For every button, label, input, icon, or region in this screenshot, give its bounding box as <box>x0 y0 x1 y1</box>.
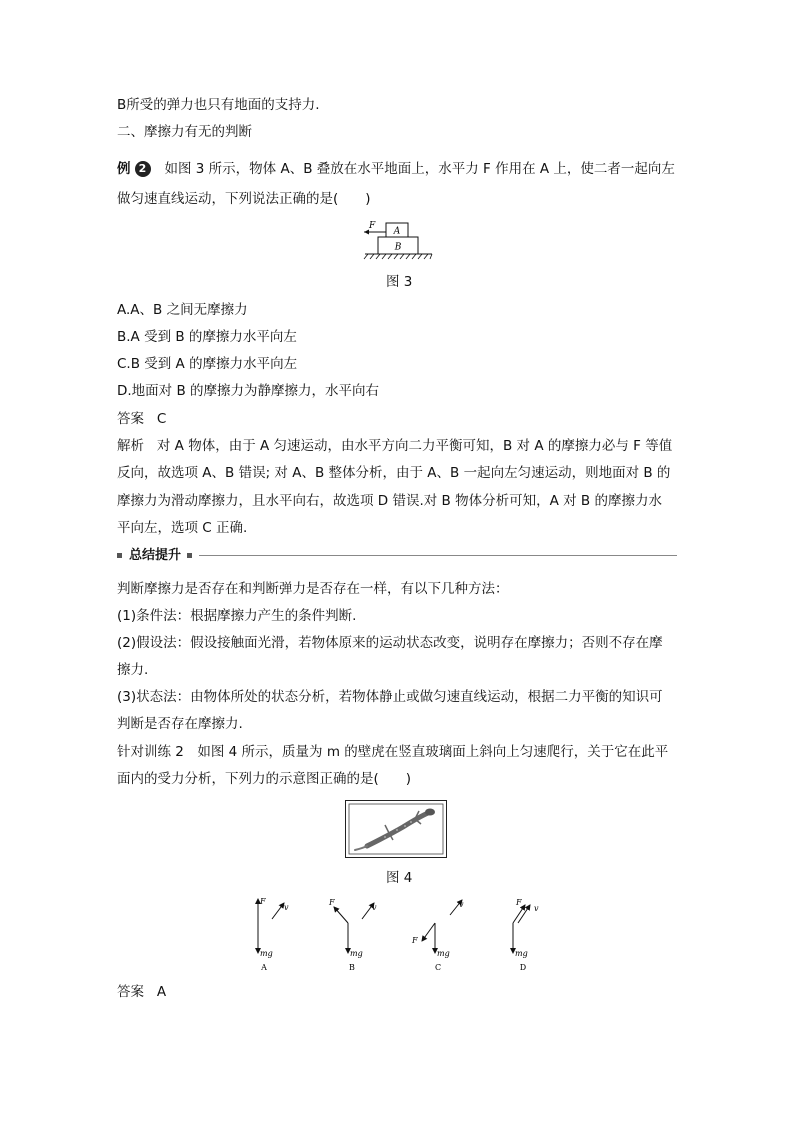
velocity-label: v <box>459 900 464 909</box>
figure-3-blocks <box>360 218 440 268</box>
block-b-label: B <box>394 242 402 253</box>
example-question-text: 如图 3 所示，物体 A、B 叠放在水平地面上，水平力 F 作用在 A 上，使二者一起向左 <box>164 161 675 177</box>
option-c: C.B 受到 A 的摩擦力水平向左 <box>117 356 298 372</box>
answer-value: C <box>156 411 167 427</box>
training-line: 针对训练 2 如图 4 所示，质量为 m 的壁虎在竖直玻璃面上斜向上匀速爬行，关于它在此平 <box>117 744 669 760</box>
analysis-text: 对 A 物体，由于 A 匀速运动，由水平方向二力平衡可知，B 对 A 的摩擦力必与 F 等值 <box>156 438 673 454</box>
summary-line: (2)假设法：假设接触面光滑，若物体原来的运动状态改变，说明存在摩擦力；否则不存在摩 <box>117 635 663 651</box>
analysis-line <box>117 437 672 455</box>
option-d: D.地面对 B 的摩擦力为静摩擦力，水平向右 <box>117 383 380 399</box>
option-letter: B <box>349 963 355 972</box>
option-b: B.A 受到 B 的摩擦力水平向左 <box>117 329 297 345</box>
diagram-option-a <box>258 897 289 972</box>
divider <box>199 555 677 556</box>
training-line: 面内的受力分析，下列力的示意图正确的是( ) <box>117 771 412 787</box>
option-letter: D <box>519 963 527 972</box>
analysis-line: 反向，故选项 A、B 错误; 对 A、B 整体分析，由于 A、B 一起向左匀速运动，则地面对 B 的 <box>117 465 671 481</box>
summary-line: 判断是否存在摩擦力. <box>117 716 243 732</box>
summary-title: 总结提升 <box>129 548 182 563</box>
summary-line: 判断摩擦力是否存在和判断弹力是否存在一样，有以下几种方法： <box>117 581 509 597</box>
weight-label: mg <box>515 949 528 958</box>
weight-label: mg <box>260 949 273 958</box>
diagram-option-d <box>513 898 539 972</box>
text-line: B所受的弹力也只有地面的支持力. <box>117 97 320 113</box>
force-f-label: F <box>260 897 266 906</box>
velocity-label: v <box>534 904 539 913</box>
velocity-label: v <box>372 903 377 912</box>
bullet-square-icon <box>187 553 192 558</box>
force-label: F <box>369 221 376 231</box>
weight-label: mg <box>437 949 450 958</box>
summary-line: (1)条件法：根据摩擦力产生的条件判断. <box>117 608 357 624</box>
analysis-line: 平向左，选项 C 正确. <box>117 520 248 536</box>
answer-line <box>117 983 166 1001</box>
diagram-option-b <box>328 898 377 972</box>
summary-header <box>117 549 677 563</box>
example-label: 例 <box>117 161 131 177</box>
option-letter: C <box>434 963 442 972</box>
analysis-label: 解析 <box>117 438 144 454</box>
block-a-label: A <box>393 226 401 237</box>
answer-line <box>117 410 166 428</box>
bullet-square-icon <box>117 553 122 558</box>
force-f-label: F <box>412 936 418 945</box>
answer-label: 答案 <box>117 411 144 427</box>
force-f-label: F <box>329 898 335 907</box>
force-f-label: F <box>516 898 522 907</box>
text-line: 做匀速直线运动，下列说法正确的是( ) <box>117 191 371 207</box>
figure-4-caption: 图 4 <box>386 870 413 886</box>
summary-line: 擦力. <box>117 662 149 678</box>
force-diagram-options <box>240 893 560 975</box>
section-heading: 二、摩擦力有无的判断 <box>117 124 252 140</box>
example-number-badge: 2 <box>135 161 151 177</box>
weight-label: mg <box>350 949 363 958</box>
summary-line: (3)状态法：由物体所处的状态分析，若物体静止或做匀速直线运动，根据二力平衡的知识可 <box>117 689 663 705</box>
velocity-label: v <box>284 903 289 912</box>
figure-4-gecko-photo <box>345 800 447 858</box>
option-a: A.A、B 之间无摩擦力 <box>117 302 248 318</box>
answer-label: 答案 <box>117 984 144 1000</box>
option-letter: A <box>261 963 267 972</box>
figure-3-caption: 图 3 <box>386 274 413 290</box>
example-line <box>117 160 675 178</box>
analysis-line: 摩擦力为滑动摩擦力，且水平向右，故选项 D 错误.对 B 物体分析可知，A 对 B 的摩擦力水 <box>117 493 662 509</box>
diagram-option-c <box>411 900 464 972</box>
answer-value: A <box>156 984 167 1000</box>
